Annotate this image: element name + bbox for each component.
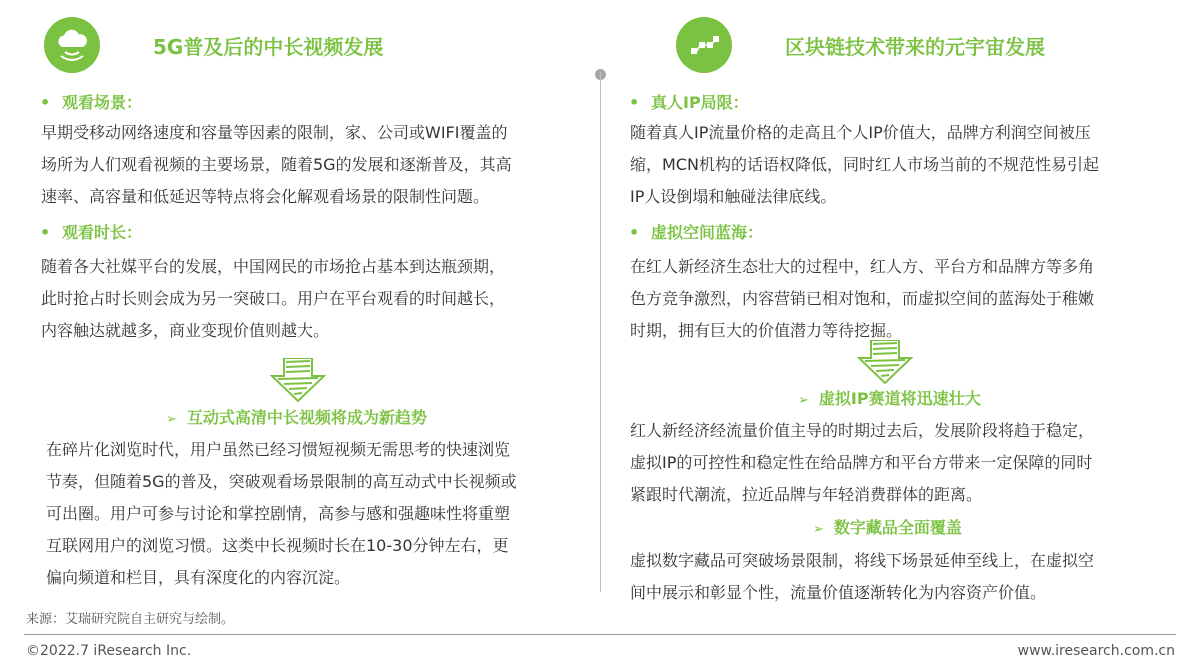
left-conclusion-heading: ➢ 互动式高清中长视频将成为新趋势 bbox=[166, 406, 427, 432]
footer-website: www.iresearch.com.cn bbox=[1017, 643, 1175, 659]
left-heading-viewing-duration: • 观看时长： bbox=[40, 223, 143, 242]
footer-divider bbox=[24, 634, 1176, 635]
right-section-title: 区块链技术带来的元宇宙发展 bbox=[785, 35, 1045, 59]
down-arrow-icon bbox=[857, 340, 913, 384]
right-conclusion-heading-digital-collectibles: ➢ 数字藏品全面覆盖 bbox=[813, 516, 962, 542]
right-heading-real-ip-limits: • 真人IP局限： bbox=[629, 93, 749, 112]
right-conclusion-paragraph-digital-collectibles: 虚拟数字藏品可突破场景限制，将线下场景延伸至线上，在虚拟空 间中展示和彰显个性，流量价值逐渐转化为内容资产价值。 bbox=[630, 551, 1095, 602]
left-paragraph-viewing-duration: 随着各大社媒平台的发展，中国网民的市场抢占基本到达瓶颈期， 此时抢占时长则会成为另一突破口。用户在平台观看的时间越长， 内容触达就越多，商业变现价值则越大。 bbox=[41, 257, 506, 340]
source-note: 来源：艾瑞研究院自主研究与绘制。 bbox=[26, 612, 235, 627]
left-paragraph-viewing-scene: 早期受移动网络速度和容量等因素的限制，家、公司或WIFI覆盖的 场所为人们观看视频的主要场景，随着5G的发展和逐渐普及，其高 速率、高容量和低延迟等特点将会化解观看场景的限制性问题。 bbox=[41, 123, 512, 206]
right-paragraph-real-ip-limits: 随着真人IP流量价格的走高且个人IP价值大，品牌方利润空间被压 缩，MCN机构的话语权降低，同时红人市场当前的不规范性易引起 IP人设倒塌和触碰法律底线。 bbox=[630, 123, 1099, 206]
right-conclusion-heading-virtual-ip: ➢ 虚拟IP赛道将迅速壮大 bbox=[798, 387, 981, 413]
blockchain-nodes-icon bbox=[676, 17, 732, 73]
cloud-signal-icon bbox=[44, 17, 100, 73]
right-conclusion-paragraph-virtual-ip: 红人新经济经流量价值主导的时期过去后，发展阶段将趋于稳定， 虚拟IP的可控性和稳定性在给品牌方和平台方带来一定保障的同时 紧跟时代潮流，拉近品牌与年轻消费群体的距离。 bbox=[630, 421, 1095, 504]
left-heading-viewing-scene: • 观看场景： bbox=[40, 93, 143, 112]
down-arrow-icon bbox=[270, 358, 326, 402]
arrow-bullet-icon: ➢ bbox=[166, 412, 177, 427]
right-paragraph-virtual-space: 在红人新经济生态壮大的过程中，红人方、平台方和品牌方等多角 色方竞争激烈，内容营销已相对饱和，而虚拟空间的蓝海处于稚嫩 时期，拥有巨大的价值潜力等待挖掘。 bbox=[630, 257, 1095, 340]
left-conclusion-paragraph: 在碎片化浏览时代，用户虽然已经习惯短视频无需思考的快速浏览 节奏，但随着5G的普及，突破观看场景限制的高互动式中长视频或 可出圈。用户可参与讨论和掌控剧情，高参与感和强趣味性将重塑 互联网用户的浏览习惯。这类中长视频时长在10-30分钟左右，更 偏向频道和栏目，具有深度化的内容沉淀。 bbox=[46, 440, 517, 587]
arrow-bullet-icon: ➢ bbox=[798, 393, 809, 408]
arrow-bullet-icon: ➢ bbox=[813, 522, 824, 537]
right-heading-virtual-space: • 虚拟空间蓝海： bbox=[629, 223, 764, 242]
footer-copyright: ©2022.7 iResearch Inc. bbox=[26, 643, 192, 659]
left-section-title: 5G普及后的中长视频发展 bbox=[153, 35, 384, 59]
column-divider bbox=[600, 72, 601, 592]
